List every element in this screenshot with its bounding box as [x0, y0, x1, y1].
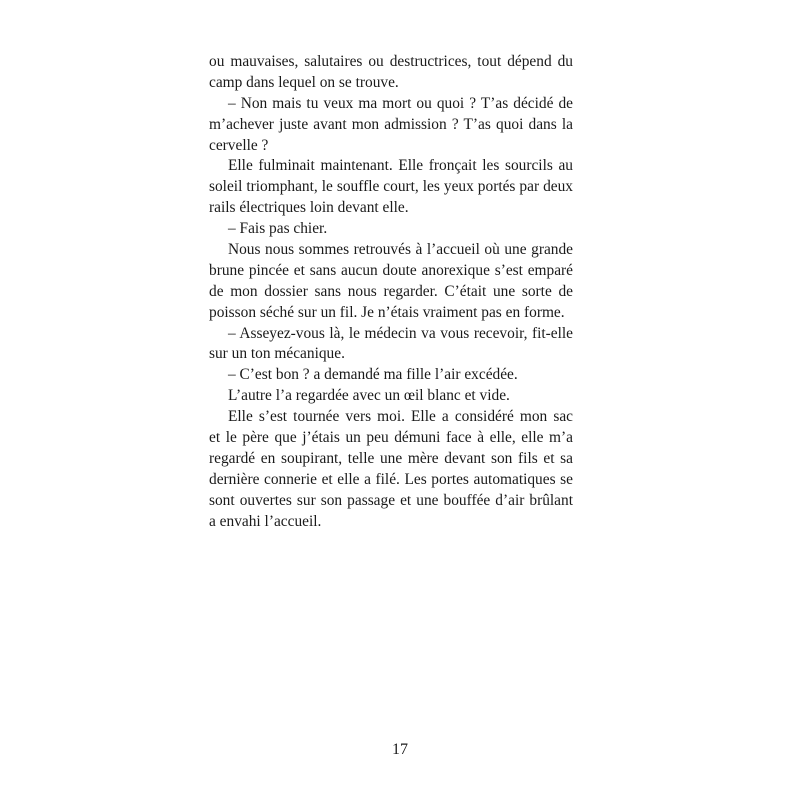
- text-line: ou mauvaises, salutaires ou destructrices, tout dépend du: [209, 53, 573, 70]
- text-line: rails électriques loin devant elle.: [209, 199, 409, 217]
- text-line: cervelle ?: [209, 136, 269, 154]
- text-line: de mon dossier sans nous regarder. C’était une sorte de: [209, 282, 573, 300]
- text-line: regardé en soupirant, telle une mère devant son fils et sa: [209, 449, 573, 467]
- text-line: m’achever juste avant mon admission ? T’as quoi dans la: [209, 115, 573, 133]
- text-line: dernière connerie et elle a filé. Les portes automatiques se: [209, 470, 573, 488]
- text-line: – Fais pas chier.: [228, 220, 328, 238]
- text-line: – Asseyez-vous là, le médecin va vous recevoir, fit-elle: [228, 324, 573, 342]
- text-line: Elle fulminait maintenant. Elle fronçait les sourcils au: [228, 157, 573, 175]
- text-line: camp dans lequel on se trouve.: [209, 73, 399, 91]
- text-line: a envahi l’accueil.: [209, 512, 322, 530]
- text-line: sont ouvertes sur son passage et une bouffée d’air brûlant: [209, 491, 573, 509]
- page-number: 17: [392, 741, 408, 758]
- text-line: Nous nous sommes retrouvés à l’accueil où une grande: [228, 241, 573, 259]
- body-text: [209, 52, 573, 532]
- text-line: brune pincée et sans aucun doute anorexique s’est emparé: [209, 261, 573, 279]
- text-line: poisson séché sur un fil. Je n’étais vraiment pas en forme.: [209, 303, 565, 321]
- text-line: Elle s’est tournée vers moi. Elle a considéré mon sac: [228, 408, 573, 426]
- text-line: – C’est bon ? a demandé ma fille l’air excédée.: [228, 366, 518, 384]
- text-line: – Non mais tu veux ma mort ou quoi ? T’as décidé de: [228, 94, 573, 112]
- text-line: L’autre l’a regardée avec un œil blanc et vide.: [228, 387, 510, 405]
- text-line: et le père que j’étais un peu démuni face à elle, elle m’a: [209, 429, 573, 447]
- text-line: soleil triomphant, le souffle court, les yeux portés par deux: [209, 178, 573, 196]
- text-line: sur un ton mécanique.: [209, 345, 345, 363]
